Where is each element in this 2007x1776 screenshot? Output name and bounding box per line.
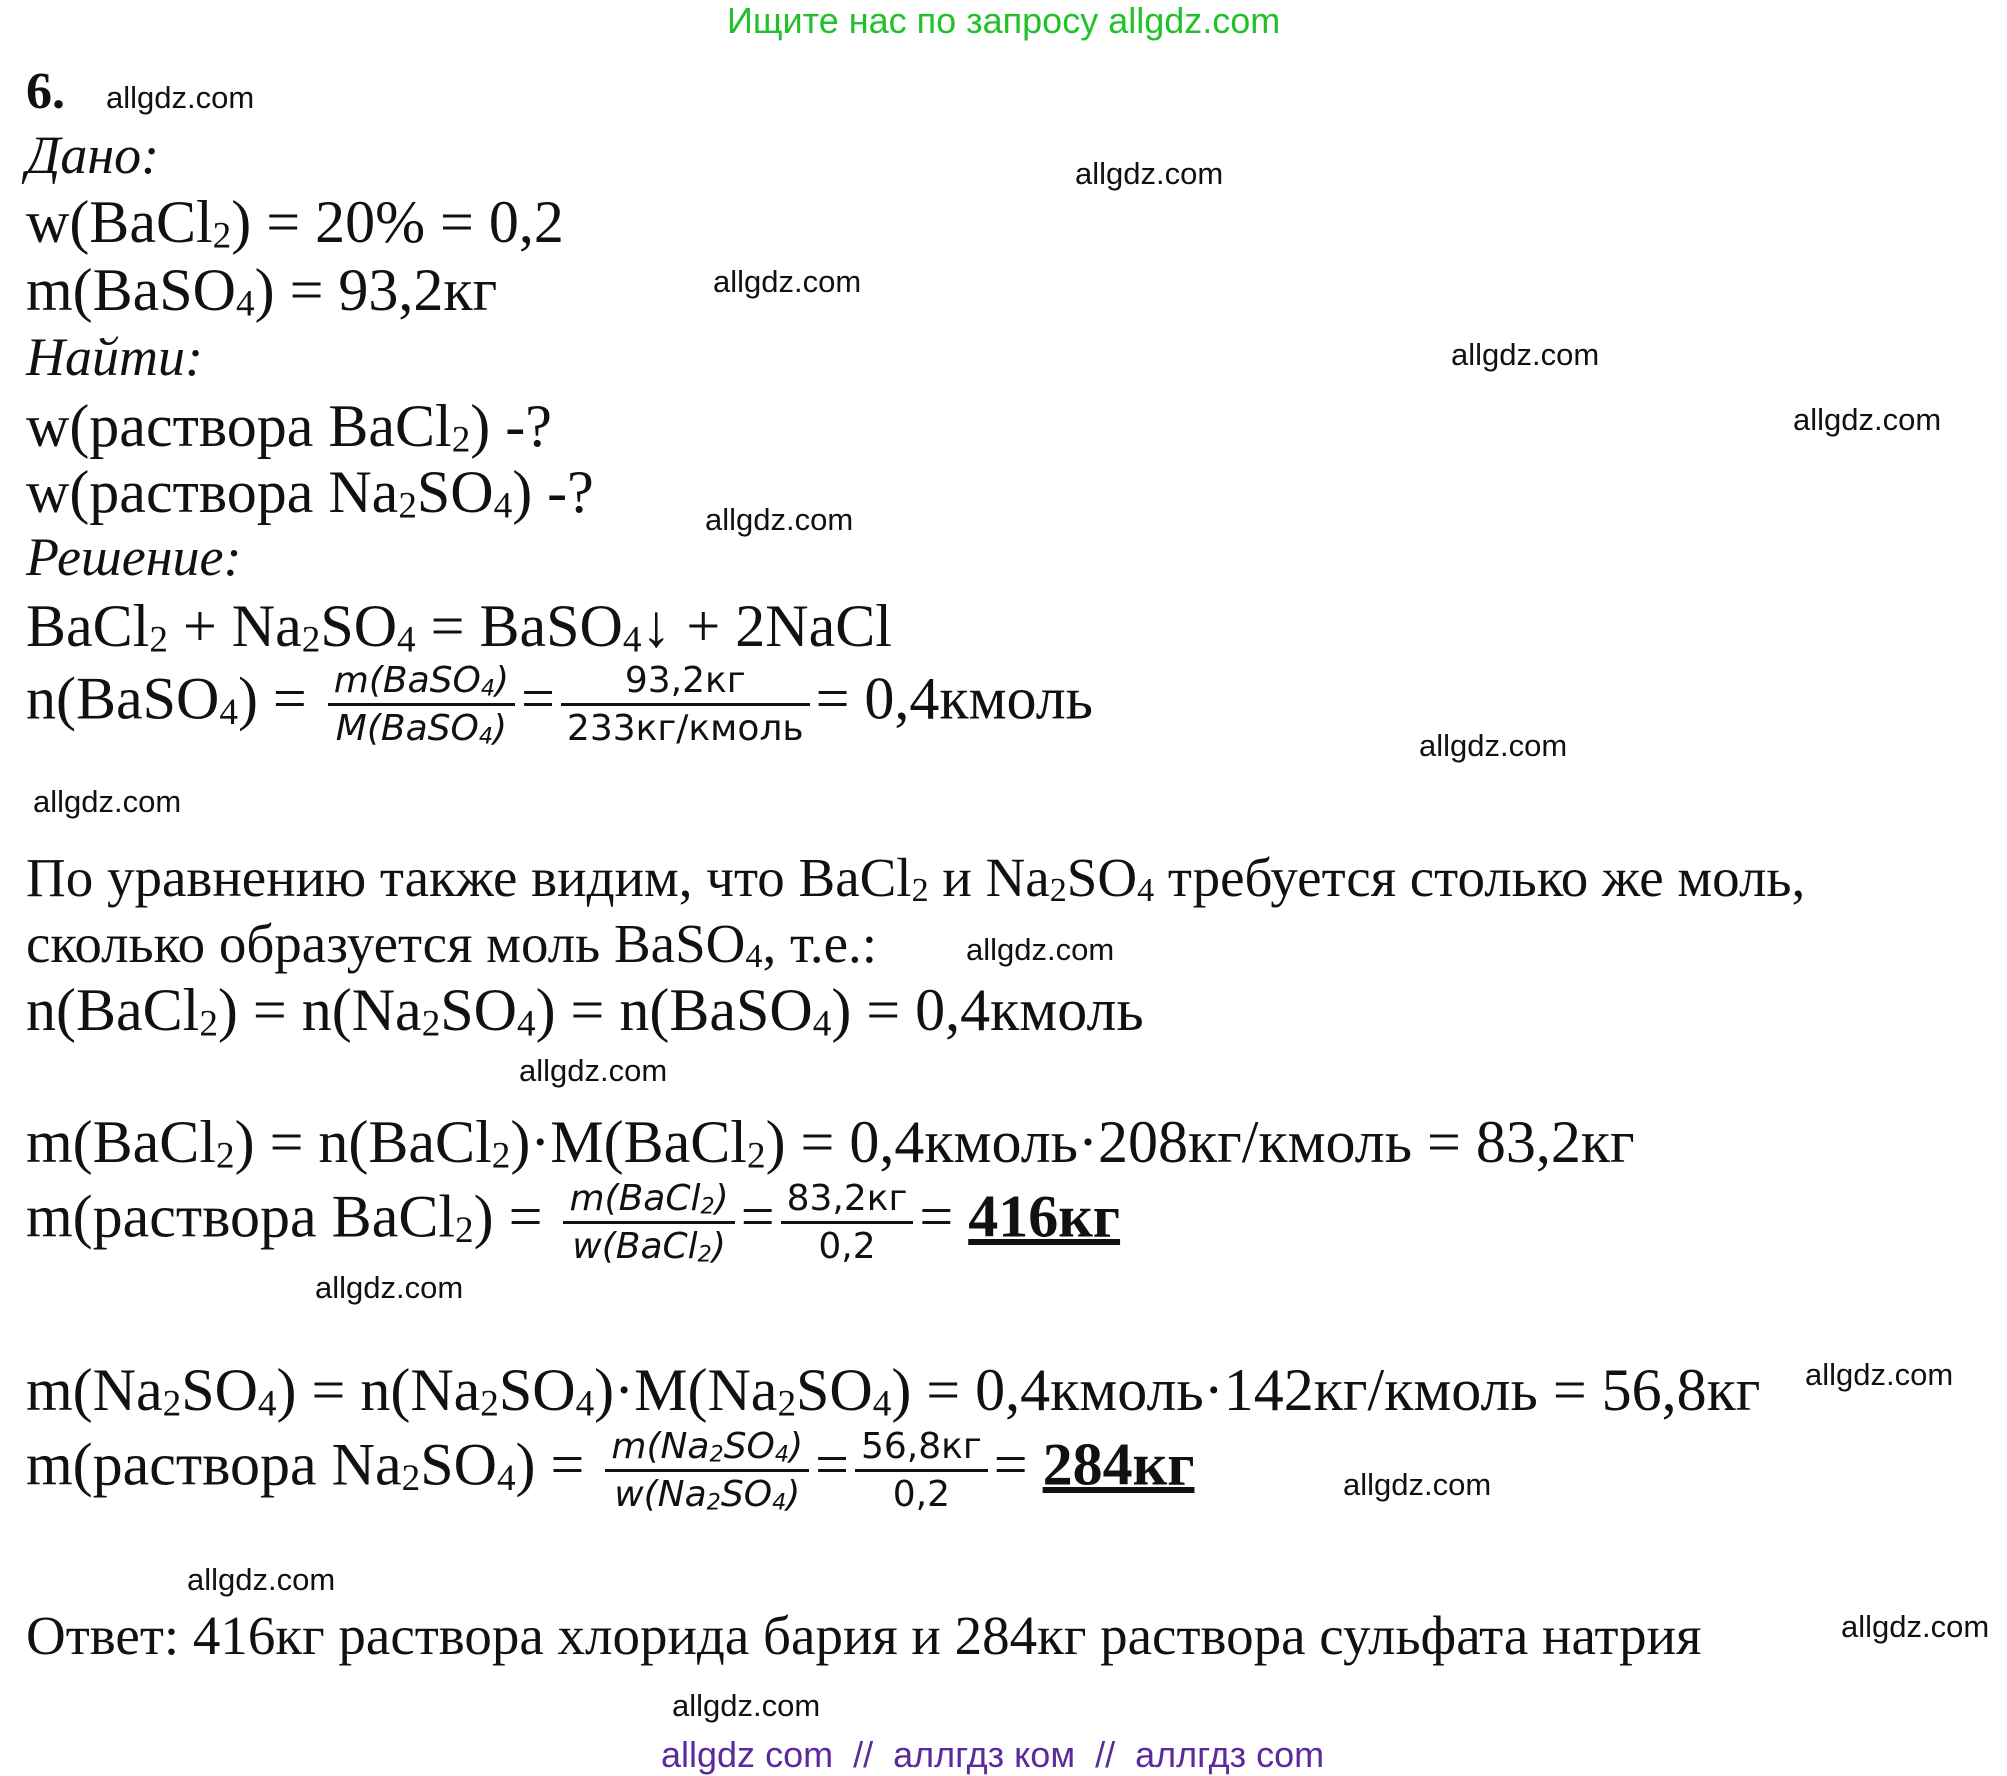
watermark: allgdz.com	[1343, 1467, 1492, 1502]
answer-line: Ответ: 416кг раствора хлорида бария и 284кг раствора сульфата натрия	[26, 1605, 1702, 1666]
watermark: allgdz.com	[519, 1053, 668, 1088]
top-banner: Ищите нас по запросу allgdz.com	[727, 0, 1281, 41]
watermark: allgdz.com	[1841, 1609, 1990, 1644]
fraction: $\frac{56,8кг}{0,2}$	[855, 1424, 988, 1517]
footer-links[interactable]: allgdz com // аллгдз ком // аллгдз com	[661, 1734, 1325, 1775]
find-item-2: w(раствора $Na_2SO_4$) -?	[26, 459, 594, 527]
given-m-baso4: m(BaSO$_4$) = 93,2кг	[26, 257, 498, 325]
fraction: $\frac{m(BaCl_2)}{w(BaCl_2)}$	[563, 1176, 734, 1269]
heading-solution: Решение:	[26, 527, 242, 587]
m-solution-na2so4: m(раствора $Na_2SO_4$) = $\frac{m(Na_2SO_4)}{w(Na_2SO_4)}$ = $\frac{56,8кг}{0,2}$ = 284кг	[26, 1426, 1195, 1516]
answer-bacl2: 416кг	[968, 1183, 1121, 1250]
watermark: allgdz.com	[1419, 728, 1568, 763]
watermark: allgdz.com	[1793, 402, 1942, 437]
fraction: $\frac{m(BaSO_4)}{M(BaSO_4)}$	[328, 658, 515, 751]
fraction: $\frac{83,2кг}{0,2}$	[781, 1176, 914, 1269]
n-baso4-formula: n(BaSO$_4$) = $\frac{m(BaSO_4)}{M(BaSO_4)}$ = $\frac{93,2кг}{\text{233кг/кмоль}}$ = 0,4кмоль	[26, 660, 1094, 750]
paragraph-line-2: сколько образуется моль BaSO$_4$, т.е.:	[26, 913, 878, 976]
given-w-bacl2: w(BaCl$_2$) = 20% = 0,2	[26, 189, 564, 257]
m-solution-bacl2: m(раствора BaCl$_2$) = $\frac{m(BaCl_2)}{w(BaCl_2)}$ = $\frac{83,2кг}{0,2}$ = 416кг	[26, 1178, 1121, 1268]
watermark: allgdz.com	[187, 1562, 336, 1597]
watermark: allgdz.com	[106, 80, 255, 115]
heading-find: Найти:	[26, 327, 203, 387]
fraction: $\frac{93,2кг}{\text{233кг/кмоль}}$	[561, 658, 810, 751]
heading-given: Дано:	[26, 125, 160, 185]
n-equalities: n(BaCl$_2$) = $n(Na_2SO_4)$ = n(BaSO$_4$) = 0,4кмоль	[26, 977, 1144, 1045]
watermark: allgdz.com	[1075, 156, 1224, 191]
watermark: allgdz.com	[33, 784, 182, 819]
m-bacl2-calc: m(BaCl$_2$) = n(BaCl$_2$)·M(BaCl$_2$) = 0,4кмоль·208кг/кмоль = 83,2кг	[26, 1109, 1635, 1177]
answer-na2so4: 284кг	[1042, 1431, 1195, 1498]
watermark: allgdz.com	[1451, 337, 1600, 372]
reaction-equation: BaCl$_2$ + $Na_2SO_4$ = BaSO$_4$↓ + 2NaCl	[26, 593, 892, 661]
watermark: allgdz.com	[966, 932, 1115, 967]
find-item-1: w(раствора BaCl$_2$) -?	[26, 393, 552, 461]
paragraph-line-1: По уравнению также видим, что BaCl$_2$ и $Na_2SO_4$ требуется столько же моль,	[26, 847, 1806, 910]
m-na2so4-calc: $m(Na_2SO_4) = n(Na_2SO_4)\cdot M(Na_2SO_4)$ = 0,4кмоль·142кг/кмоль = 56,8кг	[26, 1357, 1761, 1425]
watermark: allgdz.com	[1805, 1357, 1954, 1392]
watermark: allgdz.com	[713, 264, 862, 299]
watermark: allgdz.com	[705, 502, 854, 537]
fraction: $\frac{m(Na_2SO_4)}{w(Na_2SO_4)}$	[605, 1424, 809, 1517]
watermark: allgdz.com	[315, 1270, 464, 1305]
watermark: allgdz.com	[672, 1688, 821, 1723]
task-number: 6.	[26, 63, 65, 120]
